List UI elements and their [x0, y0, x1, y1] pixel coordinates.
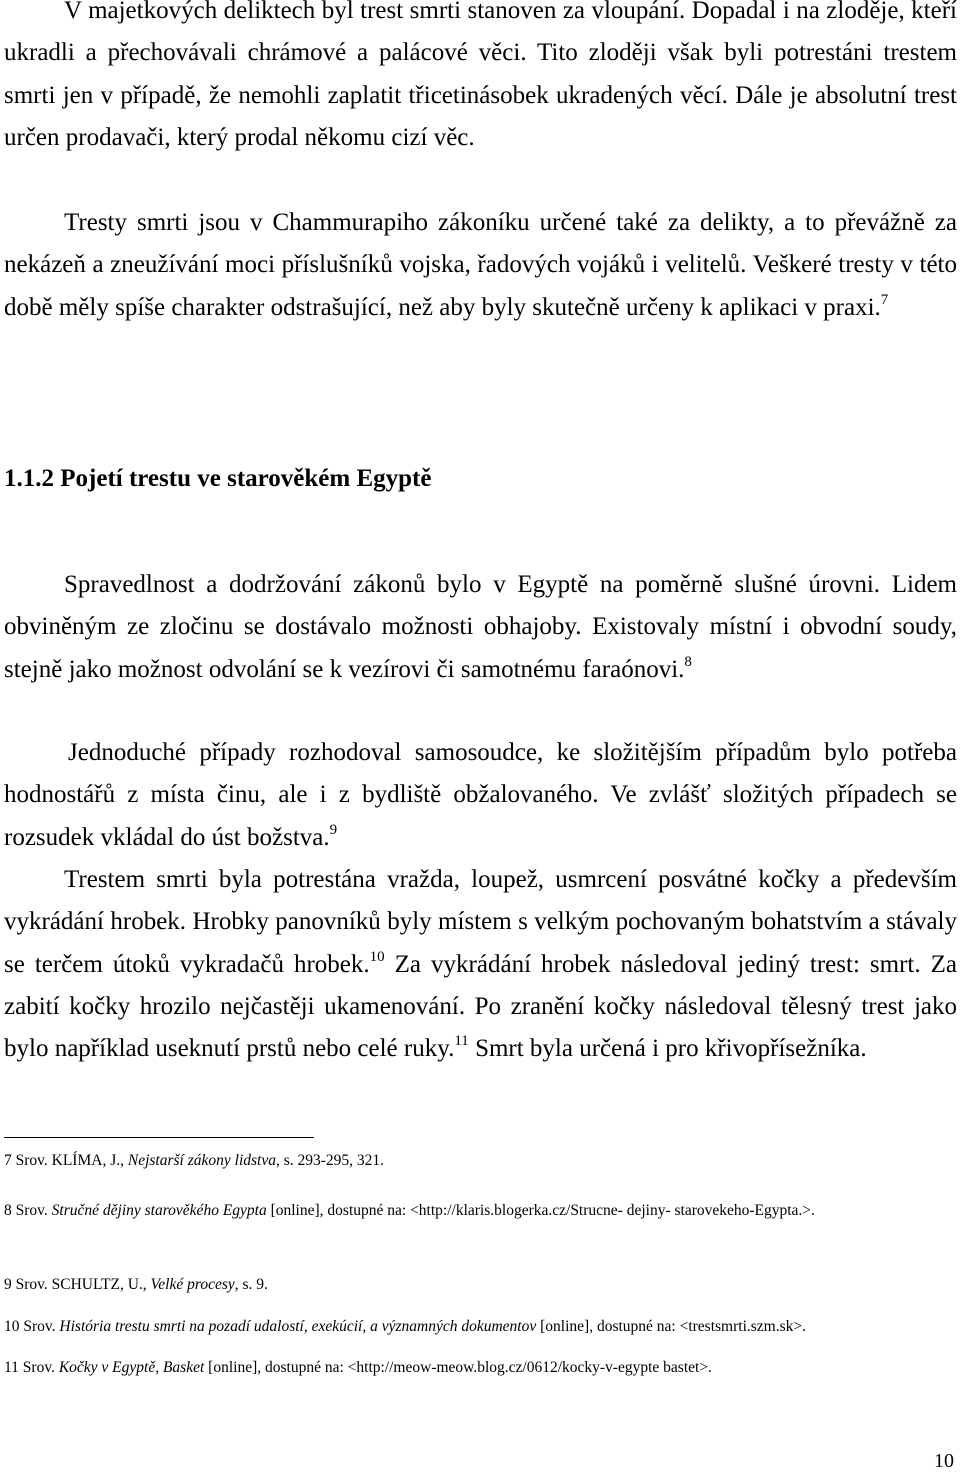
footnote-ref-9[interactable]: 9	[329, 821, 338, 838]
footnote-rest: [online], dostupné na: <trestsmrti.szm.sk>.	[536, 1318, 807, 1335]
paragraph-death-penalty	[4, 859, 957, 1070]
paragraph-text: Smrt byla určená i pro křivopřísežníka.	[468, 1035, 867, 1063]
paragraph-judges	[4, 732, 957, 859]
footnote-title: Stručné dějiny starověkého Egypta	[51, 1202, 267, 1219]
footnote-rest: [online], dostupné na: <http://meow-meow.blog.cz/0612/kocky-v-egypte bastet>.	[204, 1359, 712, 1376]
footnote-rest: [online], dostupné na: <http://klaris.blogerka.cz/Strucne- dejiny- starovekeho-Egypta.>.	[266, 1202, 815, 1219]
footnote-ref-8[interactable]: 8	[684, 653, 692, 670]
footnote-number: 7 Srov. KLÍMA, J.,	[4, 1152, 128, 1169]
paragraph-text: Tresty smrti jsou v Chammurapiho zákoníku určené také za delikty, a to převážně za nekázeň a zneužívání moci příslušníků vojska, řadových vojáků i velitelů. Veškeré tresty v této době měly spíše charakter odstrašující, než aby byly skutečně určeny k aplikaci v praxi.	[4, 209, 957, 321]
paragraph-text: Za vykrádání hrobek následoval jediný trest: smrt. Za zabití kočky hrozilo nejčastěji ukamenování. Po zranění kočky následoval tělesný trest jako bylo například useknutí prstů nebo celé ruky.	[4, 950, 957, 1063]
footnote-10	[4, 1317, 957, 1337]
footnote-11	[4, 1358, 957, 1378]
footnote-8	[4, 1189, 957, 1233]
footnote-title: Velké procesy	[150, 1276, 235, 1293]
section-heading: 1.1.2 Pojetí trestu ve starověkém Egyptě	[4, 465, 432, 492]
paragraph-egypt-justice	[4, 564, 957, 691]
footnote-ref-10[interactable]: 10	[369, 948, 385, 965]
footnote-ref-11[interactable]: 11	[454, 1033, 469, 1050]
page-number: 10	[934, 1450, 954, 1472]
paragraph-property-crimes	[4, 0, 957, 159]
footnote-rest: , s. 293-295, 321.	[275, 1152, 385, 1169]
footnote-ref-7[interactable]: 7	[880, 291, 889, 308]
footnote-7	[4, 1151, 957, 1171]
footnote-number: 10 Srov.	[4, 1318, 60, 1335]
footnote-title: Kočky v Egyptě, Basket	[58, 1359, 205, 1376]
footnote-title: História trestu smrti na pozadí udalostí, exekúcií, a významných dokumentov	[59, 1318, 537, 1335]
footnote-number: 8 Srov.	[4, 1202, 52, 1219]
paragraph-military-offences	[4, 202, 957, 329]
footnote-number: 11 Srov.	[4, 1359, 59, 1376]
footnote-number: 9 Srov. SCHULTZ, U.,	[4, 1276, 151, 1293]
paragraph-text: Jednoduché případy rozhodoval samosoudce, ke složitějším případům bylo potřeba hodnostářů z místa činu, ale i z bydliště obžalovaného. Ve zvlášť složitých případech se rozsudek vkládal do úst božstva.	[4, 739, 957, 851]
footnote-9	[4, 1275, 957, 1295]
paragraph-text: Trestem smrti byla potrestána vražda, loupež, usmrcení posvátné kočky a především vykrádání hrobek. Hrobky panovníků byly místem s velkým pochovaným bohatstvím a stávaly se terčem útoků vykradačů hrobek.	[4, 866, 957, 978]
footnote-separator	[4, 1137, 314, 1138]
footnote-rest: , s. 9.	[234, 1276, 268, 1293]
paragraph-text: V majetkových deliktech byl trest smrti stanoven za vloupání. Dopadal i na zloděje, kteří ukradli a přechovávali chrámové a palácové věci. Tito zloději však byli potrestáni trestem smrti jen v případě, že nemohli zaplatit třicetinásobek ukradených věcí. Dále je absolutní trest určen prodavači, který prodal někomu cizí věc.	[4, 0, 957, 151]
footnote-title: Nejstarší zákony lidstva	[127, 1152, 276, 1169]
paragraph-text: Spravedlnost a dodržování zákonů bylo v Egyptě na poměrně slušné úrovni. Lidem obviněným ze zločinu se dostávalo možnosti obhajoby. Existovaly místní i obvodní soudy, stejně jako možnost odvolání se k vezírovi či samotnému faraónovi.	[4, 571, 957, 683]
